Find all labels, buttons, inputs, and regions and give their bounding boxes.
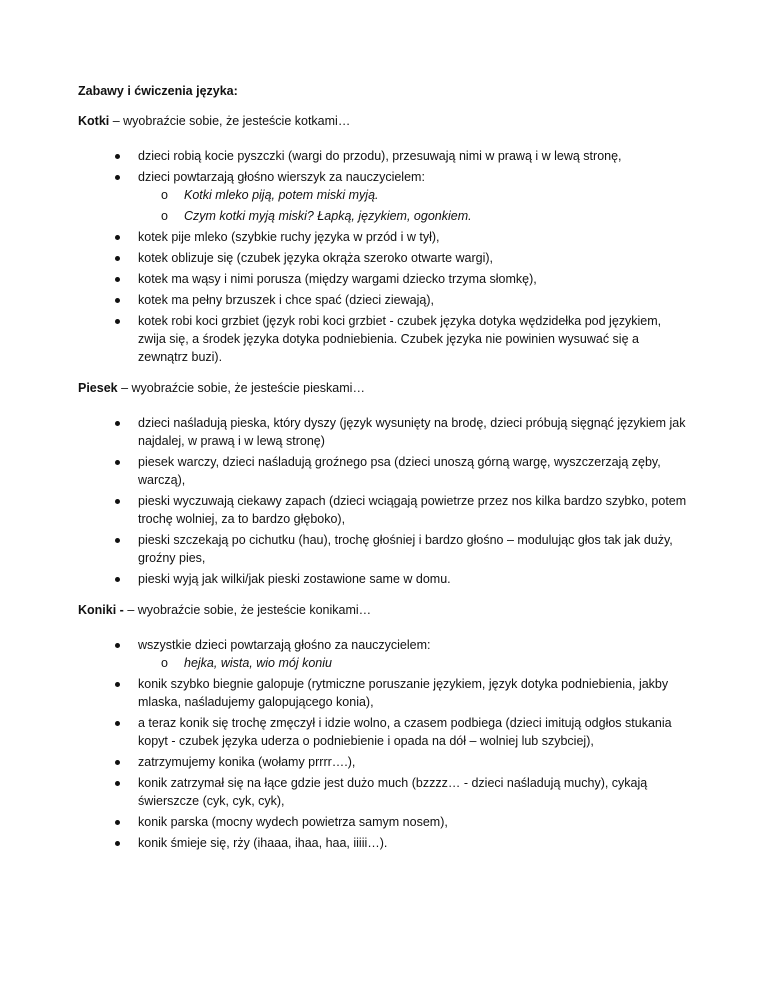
list-item: kotek ma wąsy i nimi porusza (między wargami dziecko trzyma słomkę), <box>78 270 690 288</box>
bullet-icon <box>115 277 120 282</box>
sub-list-item: o hejka, wista, wio mój koniu <box>161 656 332 670</box>
list-item: pieski wyją jak wilki/jak pieski zostawione same w domu. <box>78 570 690 588</box>
bullet-icon <box>115 682 120 687</box>
list-item: dzieci robią kocie pyszczki (wargi do przodu), przesuwają nimi w prawą i w lewą stronę, <box>78 147 690 165</box>
bullet-icon <box>115 820 120 825</box>
bullet-icon <box>115 460 120 465</box>
bullet-icon <box>115 760 120 765</box>
sub-list-item: o Kotki mleko piją, potem miski myją. <box>161 188 379 202</box>
list-item: konik zatrzymał się na łące gdzie jest dużo much (bzzzz… - dzieci naśladują muchy), cykają świerszcze (cyk, cyk, cyk), <box>78 774 690 810</box>
bullet-icon <box>115 235 120 240</box>
poem-sublist <box>138 186 690 225</box>
bullet-icon <box>115 175 120 180</box>
list-item: pieski wyczuwają ciekawy zapach (dzieci wciągają powietrze przez nos kilka bardzo szybko, potem trochę wolniej, za to bardzo głęboko), <box>78 492 690 528</box>
bullet-icon <box>115 643 120 648</box>
list-item: zatrzymujemy konika (wołamy prrrr….), <box>78 753 690 771</box>
section-label: Piesek <box>78 381 118 395</box>
bullet-icon <box>115 841 120 846</box>
list-item: kotek ma pełny brzuszek i chce spać (dzieci ziewają), <box>78 291 690 309</box>
circle-bullet-icon: o <box>161 209 168 223</box>
circle-bullet-icon: o <box>161 656 168 670</box>
section-heading-koniki <box>78 601 690 619</box>
bullet-icon <box>115 577 120 582</box>
section-heading-kotki <box>78 112 690 130</box>
piesek-list <box>78 414 690 588</box>
bullet-icon <box>115 298 120 303</box>
list-item: wszystkie dzieci powtarzają głośno za nauczycielem: o hejka, wista, wio mój koniu <box>78 636 690 672</box>
list-item: dzieci naśladują pieska, który dyszy (język wysunięty na brodę, dzieci próbują sięgnąć językiem jak najdalej, w prawą i w lewą stronę) <box>78 414 690 450</box>
chant-sublist <box>138 654 690 672</box>
bullet-icon <box>115 154 120 159</box>
bullet-icon <box>115 721 120 726</box>
kotki-list <box>78 147 690 366</box>
section-label: Koniki - <box>78 603 124 617</box>
list-item: pieski szczekają po cichutku (hau), trochę głośniej i bardzo głośno – modulując głos tak jak duży, groźny pies, <box>78 531 690 567</box>
list-item: piesek warczy, dzieci naśladują groźnego psa (dzieci unoszą górną wargę, wyszczerzają zęby, warczą), <box>78 453 690 489</box>
bullet-icon <box>115 256 120 261</box>
document-content <box>78 82 690 865</box>
list-item: kotek pije mleko (szybkie ruchy języka w przód i w tył), <box>78 228 690 246</box>
bullet-icon <box>115 319 120 324</box>
document-title: Zabawy i ćwiczenia języka: <box>78 84 238 98</box>
section-label: Kotki <box>78 114 110 128</box>
list-item: a teraz konik się trochę zmęczył i idzie wolno, a czasem podbiega (dzieci imitują odgłos stukania kopyt - czubek języka uderza o podniebienie i opada na dół – wolniej lub szybciej), <box>78 714 690 750</box>
bullet-icon <box>115 421 120 426</box>
section-intro: – wyobraźcie sobie, że jesteście pieskami… <box>117 381 365 395</box>
koniki-list <box>78 636 690 852</box>
sub-list-item: o Czym kotki myją miski? Łapką, językiem, ogonkiem. <box>161 209 472 223</box>
list-item: kotek robi koci grzbiet (język robi koci grzbiet - czubek języka dotyka wędzidełka pod językiem, zwija się, a środek języka dotyka podniebienia. Czubek języka nie powinien wysuwać się a zewnątrz buzi). <box>78 312 690 366</box>
list-item: dzieci powtarzają głośno wierszyk za nauczycielem: o Kotki mleko piją, potem miski myją. o Czym kotki myją miski? Łapką, językiem, ogonkiem. <box>78 168 690 225</box>
list-item: konik parska (mocny wydech powietrza samym nosem), <box>78 813 690 831</box>
section-heading-piesek <box>78 379 690 397</box>
bullet-icon <box>115 781 120 786</box>
section-intro: – wyobraźcie sobie, że jesteście kotkami… <box>109 114 351 128</box>
list-item: konik śmieje się, rży (ihaaa, ihaa, haa, iiiii…). <box>78 834 690 852</box>
bullet-icon <box>115 499 120 504</box>
circle-bullet-icon: o <box>161 188 168 202</box>
bullet-icon <box>115 538 120 543</box>
section-intro: – wyobraźcie sobie, że jesteście konikami… <box>123 603 372 617</box>
list-item: konik szybko biegnie galopuje (rytmiczne poruszanie językiem, język dotyka podniebienia, jakby mlaska, naśladujemy galopującego konia), <box>78 675 690 711</box>
list-item: kotek oblizuje się (czubek języka okrąża szeroko otwarte wargi), <box>78 249 690 267</box>
